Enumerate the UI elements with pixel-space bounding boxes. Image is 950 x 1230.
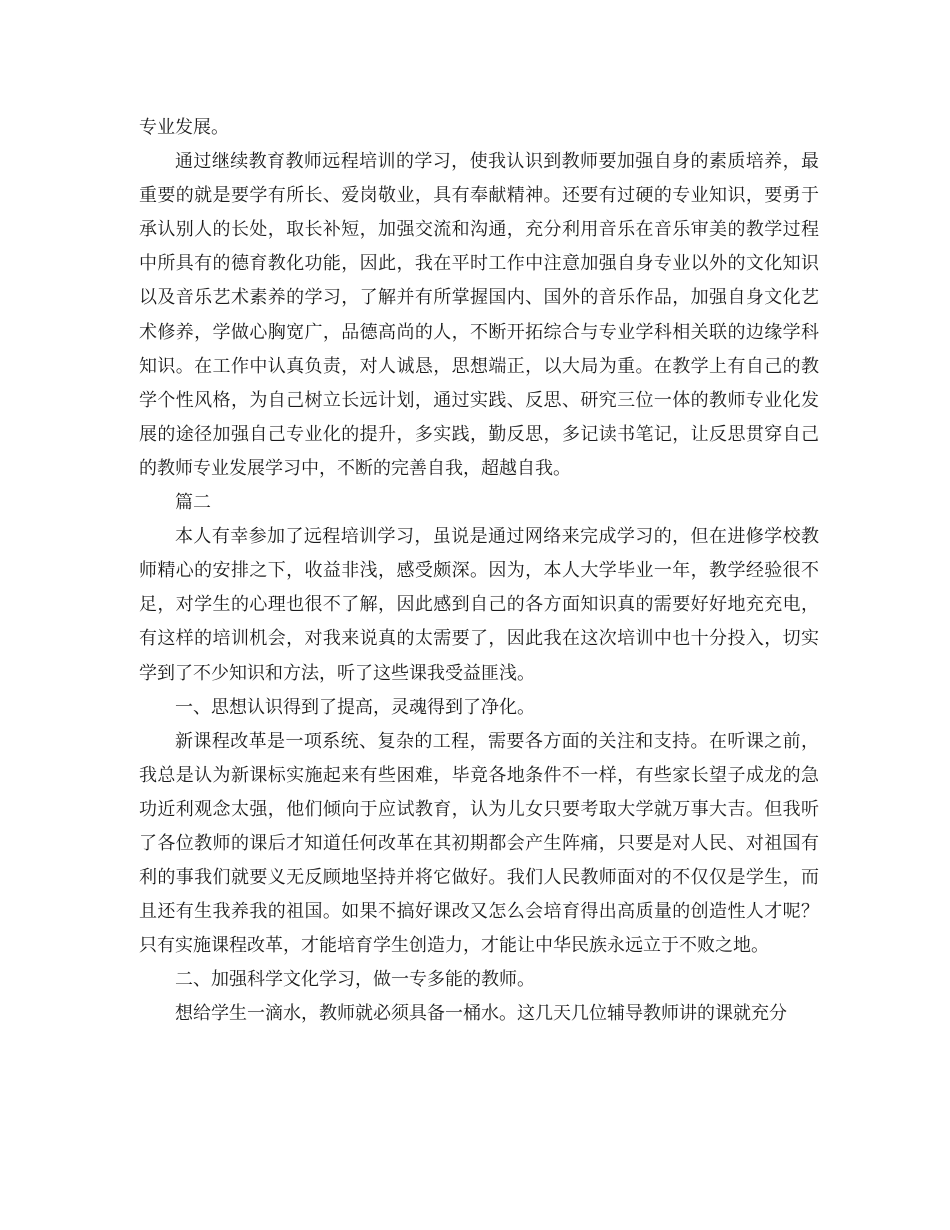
subheading-one: 一、思想认识得到了提高，灵魂得到了净化。: [175, 696, 535, 718]
paragraph-learning: 想给学生一滴水，教师就必须具备一桶水。这几天几位辅导教师讲的课就充分: [175, 1003, 787, 1025]
document-body: [139, 111, 819, 1032]
paragraph-introduction: 本人有幸参加了远程培训学习，虽说是通过网络来完成学习的，但在进修学校教师精心的安排之下，收益非浅，感受颇深。因为，本人大学毕业一年，教学经验很不足，对学生的心理也很不了解，因此感到自己的各方面知识真的需要好好地充充电，有这样的培训机会，对我来说真的太需要了，因此我在这次培训中也十分投入，切实学到了不少知识和方法，听了这些课我受益匪浅。: [139, 526, 819, 684]
paragraph-continuation: 专业发展。: [139, 117, 229, 138]
paragraph-curriculum-reform: 新课程改革是一项系统、复杂的工程，需要各方面的关注和支持。在听课之前，我总是认为新课标实施起来有些困难，毕竟各地条件不一样，有些家长望子成龙的急功近利观念太强，他们倾向于应试教育，认为儿女只要考取大学就万事大吉。但我听了各位教师的课后才知道任何改革在其初期都会产生阵痛，只要是对人民、对祖国有利的事我们就要义无反顾地坚持并将它做好。我们人民教师面对的不仅仅是学生，而且还有生我养我的祖国。如果不搞好课改又怎么会培育得出高质量的创造性人才呢？只有实施课程改革，才能培育学生创造力，才能让中华民族永远立于不败之地。: [139, 730, 819, 957]
subheading-two: 二、加强科学文化学习，做一专多能的教师。: [175, 969, 535, 991]
paragraph-reflection: 通过继续教育教师远程培训的学习，使我认识到教师要加强自身的素质培养，最重要的就是要学有所长、爱岗敬业，具有奉献精神。还要有过硬的专业知识，要勇于承认别人的长处，取长补短，加强交流和沟通，充分利用音乐在音乐审美的教学过程中所具有的德育教化功能，因此，我在平时工作中注意加强自身专业以外的文化知识以及音乐艺术素养的学习，了解并有所掌握国内、国外的音乐作品，加强自身文化艺术修养，学做心胸宽广，品德高尚的人，不断开拓综合与专业学科相关联的边缘学科知识。在工作中认真负责，对人诚恳，思想端正，以大局为重。在教学上有自己的教学个性风格，为自己树立长远计划，通过实践、反思、研究三位一体的教师专业化发展的途径加强自己专业化的提升，多实践，勤反思，多记读书笔记，让反思贯穿自己的教师专业发展学习中，不断的完善自我，超越自我。: [139, 151, 819, 479]
section-heading-part-two: 篇二: [175, 492, 211, 514]
